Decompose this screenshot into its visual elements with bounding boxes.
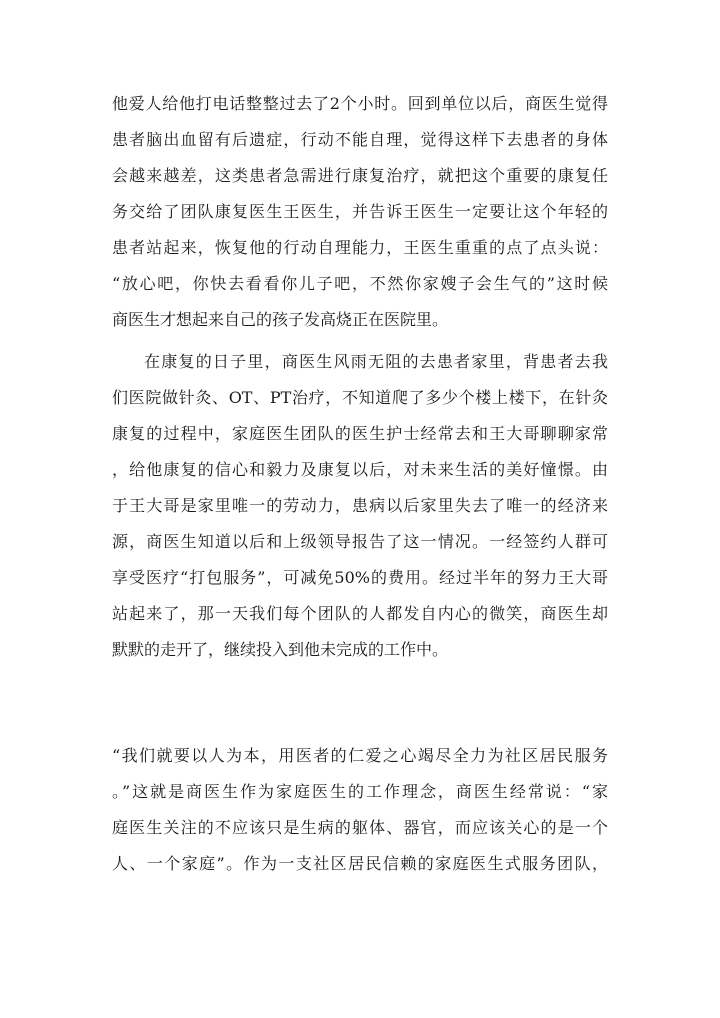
text-line: 们医院做针灸、OT、PT治疗，不知道爬了多少个楼上楼下，在针灸 [112,388,608,407]
text-line: 。”这就是商医生作为家庭医生的工作理念，商医生经常说：“家 [112,782,608,801]
text-line: 享受医疗“打包服务”，可减免50%的费用。经过半年的努力王大哥 [112,568,608,587]
text-line: 会越来越差，这类患者急需进行康复治疗，就把这个重要的康复任 [112,166,608,185]
text-line: “放心吧，你快去看看你儿子吧，不然你家嫂子会生气的”这时候 [112,274,608,293]
text-line: 商医生才想起来自己的孩子发高烧正在医院里。 [112,310,449,329]
text-line: 务交给了团队康复医生王医生，并告诉王医生一定要让这个年轻的 [112,202,608,221]
text-line: 患者脑出血留有后遗症，行动不能自理，觉得这样下去患者的身体 [112,130,608,149]
text-line: 患者站起来，恢复他的行动自理能力，王医生重重的点了点头说： [112,238,608,257]
text-line: 默默的走开了，继续投入到他未完成的工作中。 [112,640,449,659]
paragraph-1 [112,86,608,338]
text-line: 他爱人给他打电话整整过去了2个小时。回到单位以后，商医生觉得 [112,94,608,113]
text-line: 于王大哥是家里唯一的劳动力，患病以后家里失去了唯一的经济来 [112,496,608,515]
text-line: ，给他康复的信心和毅力及康复以后，对未来生活的美好憧憬。由 [112,460,608,479]
paragraph-3 [112,738,608,882]
text-line: 庭医生关注的不应该只是生病的躯体、器官，而应该关心的是一个 [112,818,608,837]
text-line: 在康复的日子里，商医生风雨无阻的去患者家里，背患者去我 [144,352,608,371]
text-line: 源，商医生知道以后和上级领导报告了这一情况。一经签约人群可 [112,532,608,551]
text-line: 站起来了，那一天我们每个团队的人都发自内心的微笑，商医生却 [112,604,608,623]
text-line: “我们就要以人为本，用医者的仁爱之心竭尽全力为社区居民服务 [112,746,608,765]
text-line: 康复的过程中，家庭医生团队的医生护士经常去和王大哥聊聊家常 [112,424,608,443]
paragraph-2 [112,344,608,668]
text-line: 人、一个家庭”。作为一支社区居民信赖的家庭医生式服务团队， [112,854,608,873]
